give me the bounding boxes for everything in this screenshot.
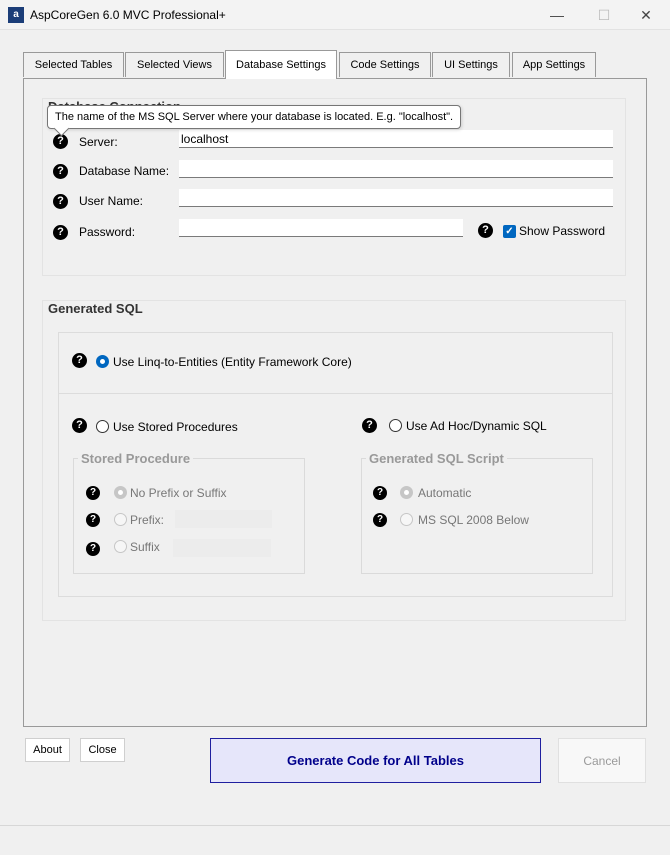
about-button[interactable]: About <box>25 738 70 762</box>
server-help-icon[interactable]: ? <box>53 134 68 149</box>
show-password-checkbox[interactable]: ✓ <box>503 225 516 238</box>
tab-code-settings[interactable]: Code Settings <box>339 52 431 77</box>
stored-procedures-help-icon[interactable]: ? <box>72 418 87 433</box>
linq-option-box <box>58 332 613 394</box>
user-name-input[interactable] <box>179 189 613 207</box>
adhoc-help-icon[interactable]: ? <box>362 418 377 433</box>
sql-script-group-title: Generated SQL Script <box>366 451 507 466</box>
adhoc-label[interactable]: Use Ad Hoc/Dynamic SQL <box>406 419 547 433</box>
tab-database-settings[interactable]: Database Settings <box>225 50 337 79</box>
prefix-label: Prefix: <box>130 513 165 527</box>
user-name-help-icon[interactable]: ? <box>53 194 68 209</box>
automatic-help-icon[interactable]: ? <box>373 486 387 500</box>
show-password-help-icon[interactable]: ? <box>478 223 493 238</box>
window-title: AspCoreGen 6.0 MVC Professional+ <box>30 8 226 22</box>
close-window-button[interactable]: ✕ <box>640 7 652 23</box>
automatic-label: Automatic <box>418 486 472 500</box>
app-icon: a <box>8 7 24 23</box>
suffix-radio[interactable] <box>114 540 127 553</box>
server-tooltip: The name of the MS SQL Server where your database is located. E.g. "localhost". <box>47 105 461 129</box>
sql-script-group <box>361 451 593 574</box>
status-bar <box>0 825 670 855</box>
stored-procedure-group-title: Stored Procedure <box>78 451 193 466</box>
suffix-input[interactable] <box>173 539 271 557</box>
maximize-button[interactable]: ☐ <box>597 7 611 23</box>
close-button[interactable]: Close <box>80 738 125 762</box>
tab-app-settings[interactable]: App Settings <box>512 52 596 77</box>
password-label: Password: <box>79 225 136 239</box>
generated-sql-title: Generated SQL <box>48 301 143 316</box>
mssql2008-radio[interactable] <box>400 513 413 526</box>
mssql2008-help-icon[interactable]: ? <box>373 513 387 527</box>
generate-code-button[interactable]: Generate Code for All Tables <box>210 738 541 783</box>
linq-help-icon[interactable]: ? <box>72 353 87 368</box>
tab-ui-settings[interactable]: UI Settings <box>432 52 510 77</box>
tab-content-database-settings <box>23 78 647 727</box>
tab-selected-views[interactable]: Selected Views <box>125 52 224 77</box>
mssql2008-label: MS SQL 2008 Below <box>418 513 529 527</box>
suffix-label: Suffix <box>130 540 160 554</box>
database-name-label: Database Name: <box>79 164 170 178</box>
sql-options-box <box>58 393 613 597</box>
suffix-help-icon[interactable]: ? <box>86 542 100 556</box>
user-name-label: User Name: <box>79 194 144 208</box>
database-name-help-icon[interactable]: ? <box>53 164 68 179</box>
adhoc-radio[interactable] <box>389 419 402 432</box>
prefix-input[interactable] <box>175 510 272 528</box>
linq-label[interactable]: Use Linq-to-Entities (Entity Framework Core) <box>113 355 352 369</box>
server-label: Server: <box>79 135 118 149</box>
no-prefix-help-icon[interactable]: ? <box>86 486 100 500</box>
password-help-icon[interactable]: ? <box>53 225 68 240</box>
database-name-input[interactable] <box>179 160 613 178</box>
tab-selected-tables[interactable]: Selected Tables <box>23 52 124 77</box>
no-prefix-radio[interactable] <box>114 486 127 499</box>
stored-procedures-label[interactable]: Use Stored Procedures <box>113 420 238 434</box>
stored-procedures-radio[interactable] <box>96 420 109 433</box>
prefix-radio[interactable] <box>114 513 127 526</box>
minimize-button[interactable]: — <box>550 7 564 23</box>
linq-radio[interactable] <box>96 355 109 368</box>
cancel-button[interactable]: Cancel <box>558 738 646 783</box>
automatic-radio[interactable] <box>400 486 413 499</box>
title-bar <box>0 0 670 30</box>
show-password-label[interactable]: Show Password <box>519 224 606 238</box>
prefix-help-icon[interactable]: ? <box>86 513 100 527</box>
no-prefix-label: No Prefix or Suffix <box>130 486 227 500</box>
password-input[interactable] <box>179 219 463 237</box>
generated-sql-panel <box>42 300 626 621</box>
server-input[interactable] <box>179 130 613 148</box>
stored-procedure-group <box>73 451 305 574</box>
